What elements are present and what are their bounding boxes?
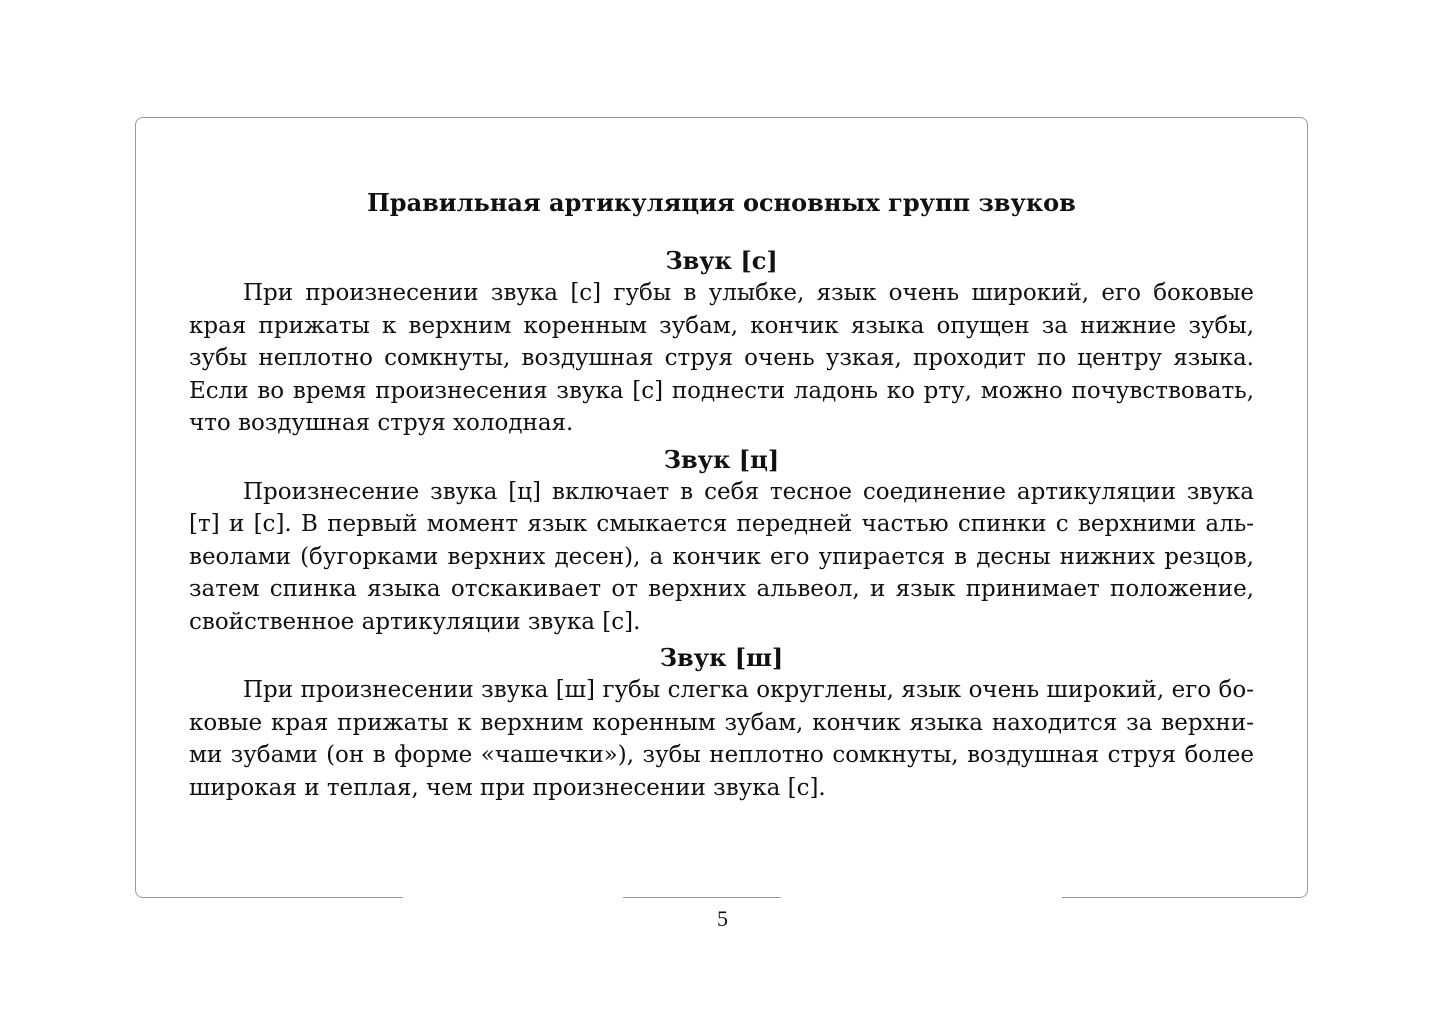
section-heading-ts: Звук [ц] xyxy=(663,444,780,474)
section-paragraph-sh: При произнесении звука [ш] губы слегка округлены, язык очень широкий, его боковые края прижаты к верхним коренным зубам, кончик языка находится за верхними зубами (он в форме «чашечки»), зубы неплотно сомкнуты, воздушная струя более широкая и теплая, чем при произнесении звука [с]. xyxy=(189,677,1254,801)
page-title: Правильная артикуляция основных групп звуков xyxy=(367,188,1076,217)
section-paragraph-ts: Произнесение звука [ц] включает в себя тесное соединение артикуляции звука [т] и [с]. В первый момент язык смыкается передней частью спинки с верхними альвеолами (бугорками верхних десен), а кончик его упирается в десны нижних резцов, затем спинка языка отскакивает от верхних альвеол, и язык принимает положение, свойственное артикуляции звука [с]. xyxy=(189,478,1254,635)
frame-gap-right xyxy=(781,893,1062,903)
page-number: 5 xyxy=(717,906,728,931)
section-paragraph-s: При произнесении звука [с] губы в улыбке, язык очень широкий, его боковые края прижаты к верхним коренным зубам, кончик языка опущен за нижние зубы, зубы неплотно сомкнуты, воздушная струя очень узкая, проходит по центру языка. Если во время произнесения звука [с] поднести ладонь ко рту, можно почувствовать, что воздушная струя холодная. xyxy=(189,280,1254,436)
frame-gap-left xyxy=(403,893,623,903)
page-content xyxy=(189,183,1254,804)
section-heading-sh: Звук [ш] xyxy=(659,643,784,672)
section-heading-s: Звук [с] xyxy=(665,246,778,275)
